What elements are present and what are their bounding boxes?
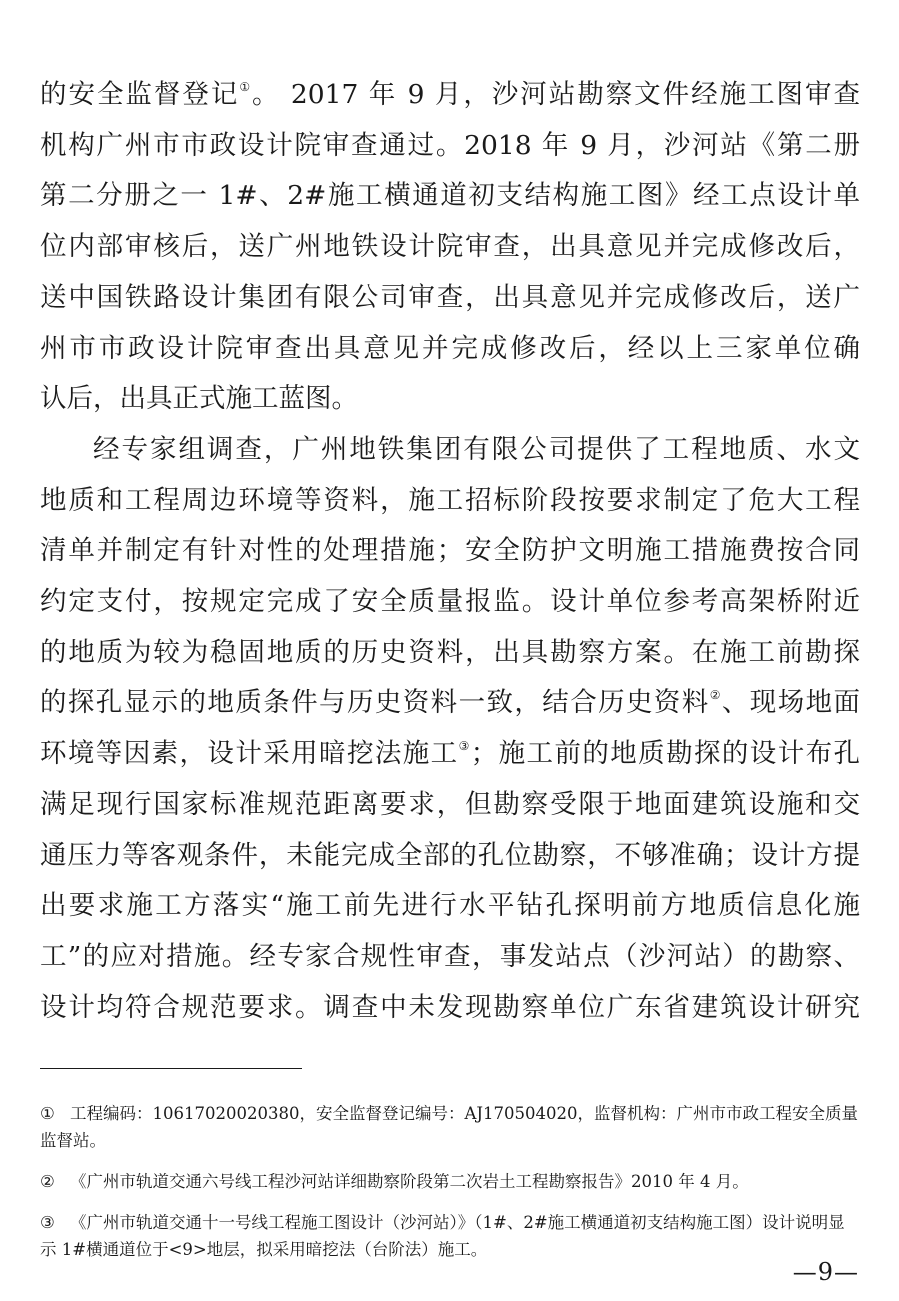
text-line: 工”的应对措施。经专家合规性审查，事发站点（沙河站）的勘察、 [40,940,860,972]
text-line: 通压力等客观条件，未能完成全部的孔位勘察，不够准确；设计方提 [40,839,860,871]
text-line: 清单并制定有针对性的处理措施；安全防护文明施工措施费按合同 [40,535,860,567]
footnote-ref-3[interactable]: ③ [458,739,471,754]
text-line: 的探孔显示的地质条件与历史资料一致，结合历史资料②、现场地面 [40,687,861,719]
text-line: 的地质为较为稳固地质的历史资料，出具勘察方案。在施工前勘探 [40,636,860,668]
text-line: 机构广州市市政设计院审查通过。2018 年 9 月，沙河站《第二册 [40,129,860,161]
paragraph-1 [40,70,860,425]
footnote-1 [40,1100,860,1154]
text-line: 设计均符合规范要求。调查中未发现勘察单位广东省建筑设计研究 [40,991,860,1023]
document-body [40,70,860,1033]
text-line: 州市市政设计院审查出具意见并完成修改后，经以上三家单位确 [40,332,860,364]
text-line: 约定支付，按规定完成了安全质量报监。设计单位参考高架桥附近 [40,586,860,618]
footnotes-section [40,1100,860,1277]
page-number: —9— [792,1258,859,1286]
text-line: 经专家组调查，广州地铁集团有限公司提供了工程地质、水文 [93,433,860,465]
footnote-mark: ① [40,1104,55,1123]
footnote-ref-1[interactable]: ① [239,80,253,94]
footnote-ref-2[interactable]: ② [709,688,722,703]
footnote-divider [40,1068,302,1069]
text-line: 满足现行国家标准规范距离要求，但勘察受限于地面建筑设施和交 [40,788,860,820]
footnote-text: 工程编码：10617020020380，安全监督登记编号：AJ170504020，监督机构：广州市市政工程安全质量监督站。 [40,1104,858,1150]
footnote-mark: ③ [40,1213,55,1232]
text-line: 环境等因素，设计采用暗挖法施工③；施工前的地质勘探的设计布孔 [40,738,861,770]
footnote-2 [40,1168,860,1195]
footnote-text: 《广州市轨道交通六号线工程沙河站详细勘察阶段第二次岩土工程勘察报告》2010 年 4 月。 [70,1172,749,1191]
text-line: 送中国铁路设计集团有限公司审查，出具意见并完成修改后，送广 [40,281,860,313]
text-line: 地质和工程周边环境等资料，施工招标阶段按要求制定了危大工程 [40,484,860,516]
footnote-3 [40,1209,860,1263]
footnote-mark: ② [40,1172,55,1191]
text-line: 的安全监督登记①。 2017 年 9 月，沙河站勘察文件经施工图审查 [40,79,860,110]
text-line: 出要求施工方落实“施工前先进行水平钻孔探明前方地质信息化施 [40,890,860,922]
paragraph-2 [40,425,860,1033]
text-line: 第二分册之一 1#、2#施工横通道初支结构施工图》经工点设计单 [40,180,860,212]
footnote-text: 《广州市轨道交通十一号线工程施工图设计（沙河站）》（1#、2#施工横通道初支结构施工图）设计说明显示 1#横通道位于<9>地层，拟采用暗挖法（台阶法）施工。 [40,1213,845,1259]
text-line: 位内部审核后，送广州地铁设计院审查，出具意见并完成修改后， [40,231,860,263]
text-line: 认后，出具正式施工蓝图。 [40,383,358,415]
